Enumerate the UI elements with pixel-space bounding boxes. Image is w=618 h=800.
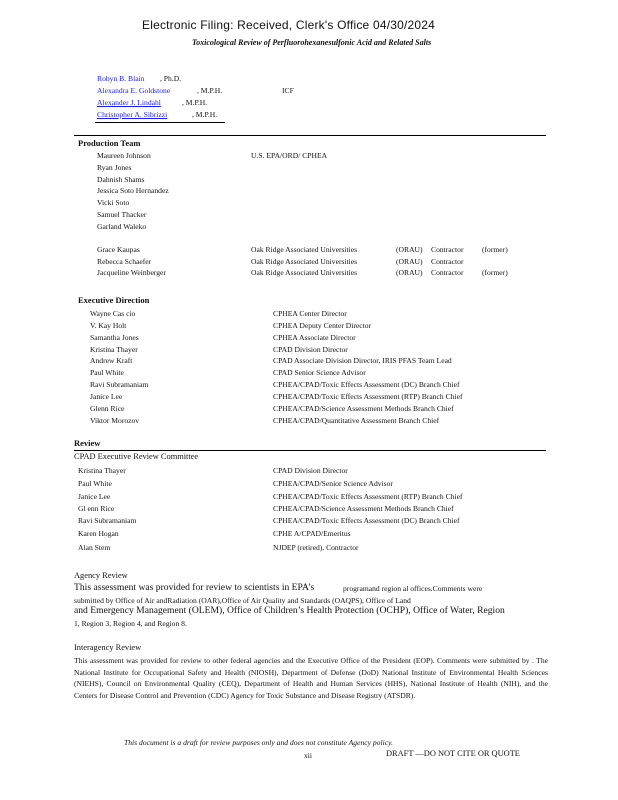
review-committee-heading: CPAD Executive Review Committee (74, 452, 199, 461)
contractor-org: Oak Ridge Associated Universities (251, 245, 358, 254)
member-role: CPAD Division Director (273, 345, 348, 354)
contractor-name: Jacqueline Weinberger (97, 268, 166, 277)
contractor-note: (former) (482, 268, 508, 277)
member-role: CPHEA/CPAD/Toxic Effects Assessment (RTP) Branch Chief (273, 492, 463, 501)
executive-direction-heading: Executive Direction (78, 295, 150, 305)
author-name: Robyn B. Blain (97, 74, 145, 83)
agency-review-line: This assessment was provided for review to scientists in EPA’s (74, 582, 315, 593)
author-org: ICF (282, 86, 294, 95)
agency-review-line: programand region al offices.Comments were (343, 584, 483, 593)
member-org: U.S. EPA/ORD/ CPHEA (251, 151, 328, 160)
member-name: Ravi Subramaniam (78, 516, 137, 525)
member-name: Wayne Cas cio (90, 309, 136, 318)
contractor-abbr: (ORAU) (396, 245, 423, 254)
member-role: CPAD Senior Science Advisor (273, 368, 366, 377)
author-name: Alexander J. Lindahl (97, 98, 161, 107)
member-name: Karen Hogan (78, 529, 119, 538)
interagency-review-text: This assessment was provided for review to other federal agencies and the Executive Office of the President (EOP). Comments were submitted by . The National Institute for Occupational Safety and Health (NIOSH), Department of Defense (DoD) National Institute of Environmental Health Sciences (NIEHS), Council on Environmental Quality (CEQ), Department of Health and Human Services (HHS), National Institute of Health (NIH), and the Centers for Disease Control and Prevention (CDC) Agency for Toxic Substance and Disease Registry (ATSDR). (74, 656, 548, 700)
agency-review-line: and Emergency Management (OLEM), Office of Children’s Health Protection (OCHP), Office of Water, Region (74, 605, 505, 616)
review-heading: Review (74, 438, 101, 448)
draft-disclaimer: This document is a draft for review purposes only and does not constitute Agency policy. (124, 738, 393, 747)
member-name: Janice Lee (78, 492, 111, 501)
member-name: Paul White (90, 368, 124, 377)
member-name: Janice Lee (90, 392, 123, 401)
author-credential: , M.P.H. (182, 98, 208, 107)
member-name: Maureen Johnson (97, 151, 151, 160)
contractor-abbr: (ORAU) (396, 257, 423, 266)
member-role: NJDEP (retired), Contractor (273, 543, 359, 552)
author-credential: , M.P.H. (192, 110, 218, 119)
member-role: CPHEA/CPAD/Science Assessment Methods Branch Chief (273, 504, 454, 513)
member-role: CPHEA Associate Director (273, 333, 356, 342)
member-name: Gl enn Rice (78, 504, 115, 513)
member-role: CPHEA/CPAD/Toxic Effects Assessment (RTP) Branch Chief (273, 392, 463, 401)
page-number: xii (304, 751, 313, 760)
agency-review-line: submitted by Office of Air andRadiation (OAR),Office of Air Quality and Standards (OAQPS), Office of Land (74, 596, 411, 605)
member-name: Andrew Kraft (90, 356, 133, 365)
member-name: Ryan Jones (97, 163, 132, 172)
filing-stamp: Electronic Filing: Received, Clerk's Office 04/30/2024 (142, 18, 436, 32)
agency-review-line: 1, Region 3, Region 4, and Region 8. (74, 619, 187, 628)
member-role: CPAD Division Director (273, 466, 348, 475)
document-title: Toxicological Review of Perfluorohexanesulfonic Acid and Related Salts (192, 38, 432, 47)
author-name: Alexandra E. Goldstone (97, 86, 171, 95)
member-name: Ravi Subramaniam (90, 380, 149, 389)
member-name: Viktor Morozov (90, 416, 140, 425)
divider (95, 122, 225, 123)
contractor-name: Rebecca Schaefer (97, 257, 152, 266)
member-role: CPAD Associate Division Director, IRIS PFAS Team Lead (273, 356, 452, 365)
production-team-heading: Production Team (78, 138, 141, 148)
divider (74, 450, 546, 451)
contractor-org: Oak Ridge Associated Universities (251, 257, 358, 266)
member-name: Dahnish Shams (97, 175, 145, 184)
member-role: CPHEA Center Director (273, 309, 347, 318)
author-credential: , M.P.H. (197, 86, 223, 95)
member-name: Paul White (78, 479, 112, 488)
contractor-org: Oak Ridge Associated Universities (251, 268, 358, 277)
member-role: CPHEA/CPAD/Senior Science Advisor (273, 479, 393, 488)
member-role: CPHEA/CPAD/Quantitative Assessment Branch Chief (273, 416, 440, 425)
author-credential: , Ph.D. (160, 74, 182, 83)
member-name: V. Kay Holt (90, 321, 127, 330)
member-role: CPHE A/CPAD/Emeritus (273, 529, 351, 538)
member-name: Samantha Jones (90, 333, 139, 342)
member-role: CPHEA/CPAD/Science Assessment Methods Branch Chief (273, 404, 454, 413)
member-name: Samuel Thacker (97, 210, 147, 219)
interagency-review-heading: Interagency Review (74, 643, 142, 652)
member-role: CPHEA/CPAD/Toxic Effects Assessment (DC) Branch Chief (273, 516, 460, 525)
draft-notice: DRAFT —DO NOT CITE OR QUOTE (386, 749, 520, 758)
member-name: Alan Stem (78, 543, 111, 552)
member-name: Glenn Rice (90, 404, 125, 413)
member-name: Garland Waleko (97, 222, 147, 231)
member-role: CPHEA Deputy Center Director (273, 321, 372, 330)
agency-review-heading: Agency Review (74, 571, 128, 580)
contractor-role: Contractor (431, 245, 464, 254)
member-name: Kristina Thayer (90, 345, 138, 354)
contractor-role: Contractor (431, 257, 464, 266)
member-name: Vicki Soto (97, 198, 130, 207)
contractor-note: (former) (482, 245, 508, 254)
contractor-name: Grace Kaupas (97, 245, 140, 254)
divider (74, 135, 546, 136)
member-name: Jessica Soto Hernandez (97, 186, 169, 195)
contractor-role: Contractor (431, 268, 464, 277)
member-role: CPHEA/CPAD/Toxic Effects Assessment (DC) Branch Chief (273, 380, 460, 389)
author-name: Christopher A. Sibrizzi (97, 110, 168, 119)
member-name: Kristina Thayer (78, 466, 126, 475)
contractor-abbr: (ORAU) (396, 268, 423, 277)
